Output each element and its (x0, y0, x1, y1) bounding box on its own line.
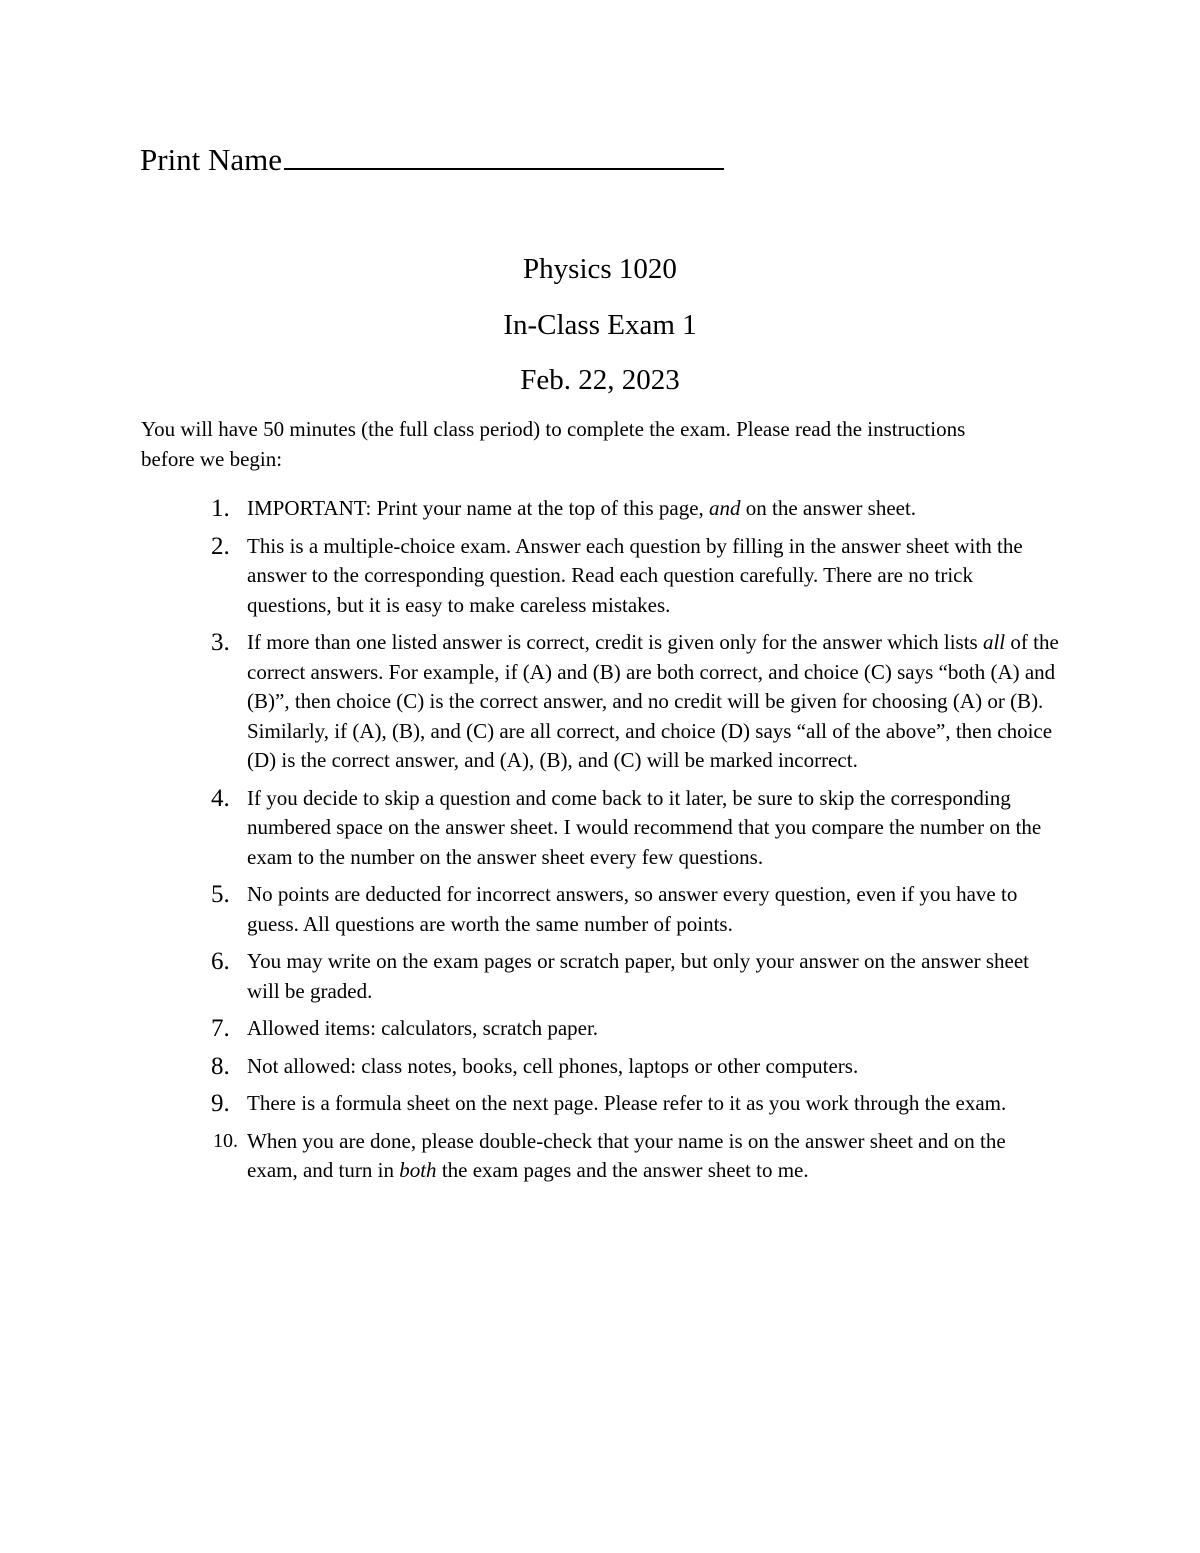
instruction-text: You may write on the exam pages or scratch paper, but only your answer on the answer sheet will be graded. (247, 949, 1029, 1003)
instruction-number: 5. (211, 881, 230, 908)
instruction-number: 8. (211, 1052, 230, 1080)
instruction-text: This is a multiple-choice exam. Answer each question by filling in the answer sheet with the answer to the corresponding question. Read each question carefully. There are no trick questions, but it is easy to make careless mistakes. (247, 533, 1023, 617)
instruction-number: 1. (211, 495, 230, 522)
instruction-text-rest: on the answer sheet. (740, 496, 917, 520)
instruction-item (141, 784, 1061, 873)
instruction-text-rest: the exam pages and the answer sheet to me. (436, 1158, 809, 1182)
instruction-text: There is a formula sheet on the next page. Please refer to it as you work through the exam. (247, 1091, 1007, 1115)
instruction-number: 3. (211, 629, 230, 656)
instruction-item (141, 1052, 1061, 1082)
instruction-item (141, 880, 1061, 939)
instruction-item (141, 1089, 1061, 1119)
intro-paragraph: You will have 50 minutes (the full class period) to complete the exam. Please read the instructions before we begin: (141, 417, 966, 471)
instruction-emphasis: both (399, 1158, 437, 1182)
instruction-number: 7. (211, 1015, 230, 1042)
instruction-text: If more than one listed answer is correct, credit is given only for the answer which lists (247, 630, 983, 654)
instruction-item (141, 494, 1061, 524)
instruction-text: IMPORTANT: Print your name at the top of this page, (247, 496, 710, 520)
instruction-item (141, 947, 1061, 1006)
instruction-emphasis: all (982, 630, 1006, 654)
instruction-number: 10. (213, 1129, 238, 1152)
print-name-label: Print Name (140, 142, 283, 177)
instruction-item (141, 628, 1061, 776)
exam-title: In-Class Exam 1 (503, 309, 697, 341)
instruction-item (141, 1014, 1061, 1044)
print-name-row (140, 140, 724, 180)
instruction-text: No points are deducted for incorrect answers, so answer every question, even if you have to guess. All questions are worth the same number of points. (247, 882, 1018, 936)
instruction-text-rest: of the correct answers. For example, if (A) and (B) are both correct, and choice (C) says “both (A) and (B)”, then choice (C) is the correct answer, and no credit will be given for choosing (A) or (B). Similarly, if (A), (B), and (C) are all correct, and choice (D) says “all of the above”, then choice (D) is the correct answer, and (A), (B), and (C) will be marked incorrect. (247, 630, 1059, 772)
instruction-item (141, 532, 1061, 621)
instruction-number: 6. (211, 948, 230, 975)
instruction-text: Not allowed: class notes, books, cell phones, laptops or other computers. (247, 1053, 859, 1078)
instruction-number: 4. (211, 784, 230, 812)
exam-date: Feb. 22, 2023 (520, 364, 680, 396)
instruction-item (141, 1127, 1061, 1186)
instruction-number: 2. (211, 532, 230, 560)
instruction-text: If you decide to skip a question and come back to it later, be sure to skip the corresponding numbered space on the answer sheet. I would recommend that you compare the number on the exam to the number on the answer sheet every few questions. (247, 785, 1042, 869)
instruction-text: When you are done, please double-check that your name is on the answer sheet and on the exam, and turn in (247, 1128, 1006, 1182)
course-title: Physics 1020 (523, 253, 677, 285)
instructions-list (141, 494, 1061, 1194)
instruction-number: 9. (211, 1090, 230, 1117)
instruction-emphasis: and (709, 496, 741, 520)
name-blank-line (284, 140, 724, 170)
instruction-text: Allowed items: calculators, scratch paper. (247, 1016, 599, 1040)
